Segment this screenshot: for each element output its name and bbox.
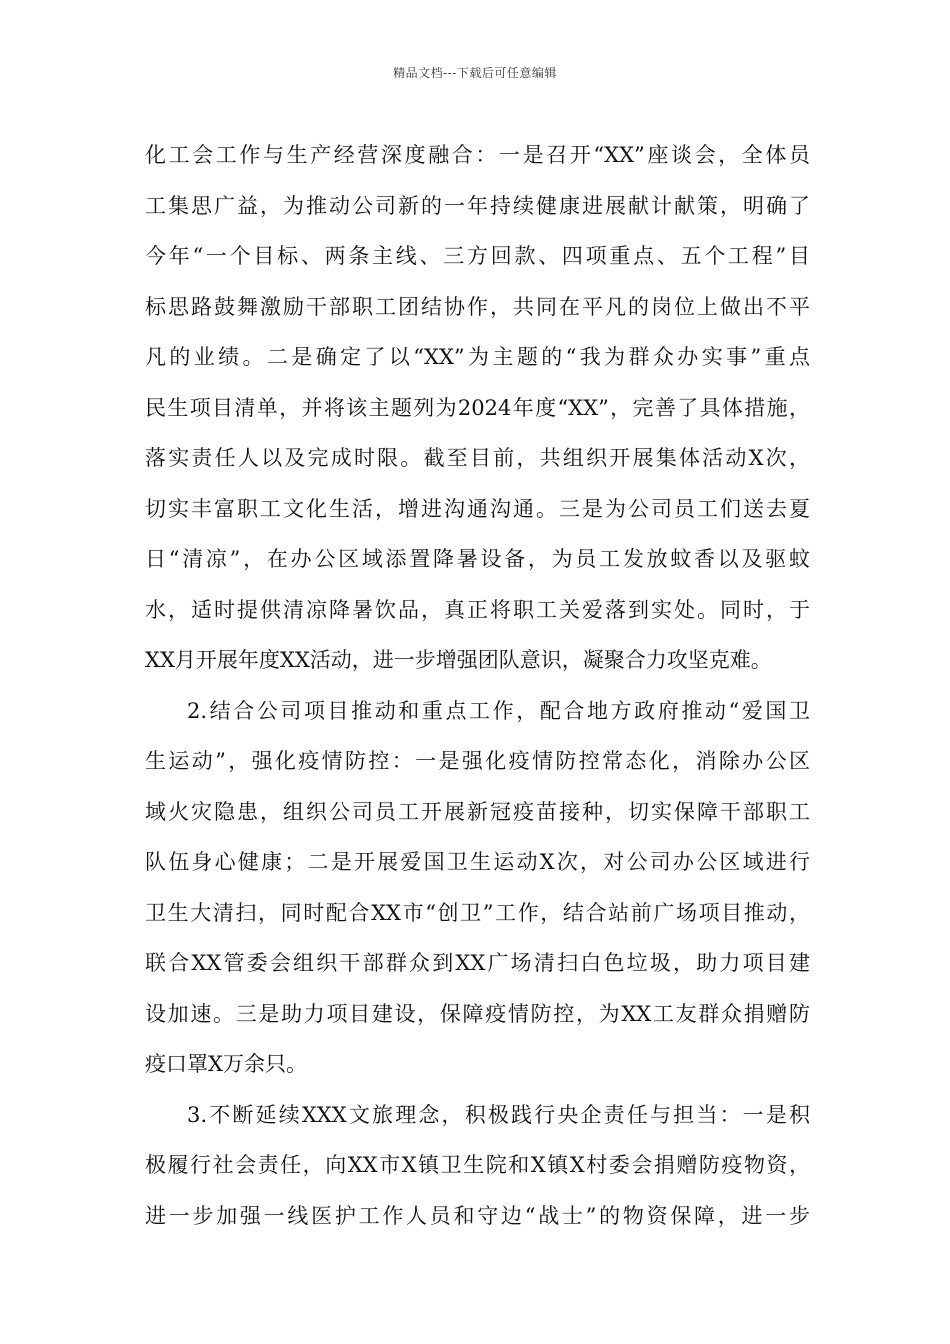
text-line: 凡的业绩。二是确定了以“XX”为主题的“我为群众办实事”重点 (145, 345, 810, 369)
text-line: 落实责任人以及完成时限。截至目前，共组织开展集体活动X次， (145, 446, 810, 470)
text-line: 标思路鼓舞激励干部职工团结协作，共同在平凡的岗位上做出不平 (145, 294, 810, 319)
page-header: 精品文档---下载后可任意编辑 (393, 66, 557, 80)
text-line: 工集思广益，为推动公司新的一年持续健康进展献计献策，明确了 (145, 193, 810, 218)
text-line: 联合XX管委会组织干部群众到XX广场清扫白色垃圾，助力项目建 (145, 951, 810, 975)
text-line: 设加速。三是助力项目建设，保障疫情防控，为XX工友群众捐赠防 (145, 1001, 810, 1026)
text-line: 今年“一个目标、两条主线、三方回款、四项重点、五个工程”目 (145, 244, 810, 268)
text-line: 卫生大清扫，同时配合XX市“创卫”工作，结合站前广场项目推动， (145, 900, 810, 925)
paragraph-3 (145, 1090, 810, 1242)
text-line: 切实丰富职工文化生活，增进沟通沟通。三是为公司员工们送去夏 (145, 496, 810, 521)
text-line: 队伍身心健康；二是开展爱国卫生运动X次，对公司办公区域进行 (145, 850, 810, 874)
text-line: 进一步加强一线医护工作人员和守边“战士”的物资保障，进一步 (145, 1203, 810, 1228)
text-line: 疫口罩X万余只。 (145, 1052, 307, 1076)
text-line: 生运动”，强化疫情防控：一是强化疫情防控常态化，消除办公区 (145, 749, 810, 773)
text-line: 民生项目清单，并将该主题列为2024年度“XX”，完善了具体措施， (145, 395, 810, 420)
paragraph-2 (145, 686, 810, 1090)
text-line: 日“清凉”，在办公区域添置降暑设备，为员工发放蚊香以及驱蚊 (145, 547, 810, 571)
text-line: 3.不断延续XXX文旅理念，积极践行央企责任与担当：一是积 (187, 1102, 810, 1127)
text-line: XX月开展年度XX活动，进一步增强团队意识，凝聚合力攻坚克难。 (145, 648, 772, 672)
paragraph-1 (145, 130, 810, 686)
text-line: 水，适时提供清凉降暑饮品，真正将职工关爱落到实处。同时，于 (145, 597, 810, 622)
text-line: 域火灾隐患，组织公司员工开展新冠疫苗接种，切实保障干部职工 (145, 799, 810, 824)
document-body (145, 130, 810, 1241)
text-line: 极履行社会责任，向XX市X镇卫生院和X镇X村委会捐赠防疫物资， (145, 1153, 810, 1177)
text-line: 化工会工作与生产经营深度融合：一是召开“XX”座谈会，全体员 (145, 143, 810, 167)
text-line: 2.结合公司项目推动和重点工作，配合地方政府推动“爱国卫 (187, 698, 810, 723)
